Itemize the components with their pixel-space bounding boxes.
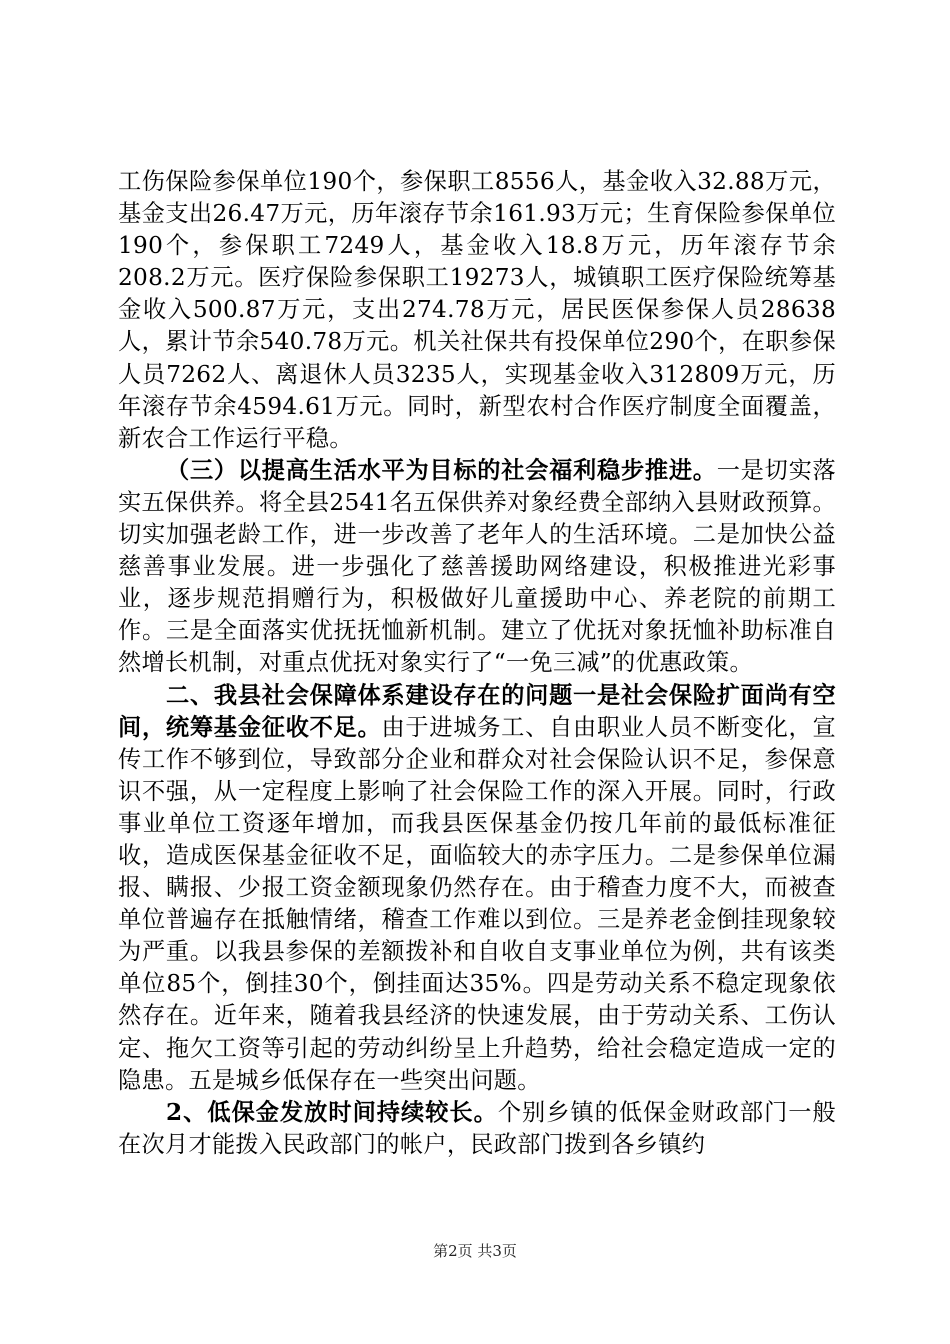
paragraph-existing-problems (118, 680, 836, 1097)
paragraph-insurance-statistics (118, 166, 836, 455)
paragraph-text: 由于进城务工、自由职业人员不断变化，宣传工作不够到位，导致部分企业和群众对社会保险认识不足，参保意识不强，从一定程度上影响了社会保险工作的深入开展。同时，行政事业单位工资逐年增加，而我县医保基金仍按几年前的最低标准征收，造成医保基金征收不足，面临较大的赤字压力。二是参保单位漏报、瞒报、少报工资金额现象仍然存在。由于稽查力度不大，而被查单位普遍存在抵触情绪，稽查工作难以到位。三是养老金倒挂现象较为严重。以我县参保的差额拨补和自收自支事业单位为例，共有该类单位85个，倒挂30个，倒挂面达35%。四是劳动关系不稳定现象依然存在。近年来，随着我县经济的快速发展，由于劳动关系、工伤认定、拖欠工资等引起的劳动纠纷呈上升趋势，给社会稳定造成一定的隐患。五是城乡低保存在一些突出问题。 (118, 713, 836, 1094)
paragraph-heading: 2、低保金发放时间持续较长。 (166, 1098, 498, 1126)
paragraph-text: 个别乡镇的低保金财政部门一般在次月才能拨入民政部门的帐户，民政部门拨到各乡镇约 (118, 1098, 836, 1158)
paragraph-text: 工伤保险参保单位190个，参保职工8556人，基金收入32.88万元，基金支出26.47万元，历年滚存节余161.93万元；生育保险参保单位190个，参保职工7249人，基金收入18.8万元，历年滚存节余208.2万元。医疗保险参保职工19273人，城镇职工医疗保险统筹基金收入500.87万元，支出274.78万元，居民医保参保人员28638人，累计节余540.78万元。机关社保共有投保单位290个，在职参保人员7262人、离退休人员3235人，实现基金收入312809万元，历年滚存节余4594.61万元。同时，新型农村合作医疗制度全面覆盖，新农合工作运行平稳。 (118, 168, 836, 452)
document-body (118, 166, 836, 1161)
paragraph-subsistence-allowance (118, 1097, 836, 1161)
paragraph-text: 一是切实落实五保供养。将全县2541名五保供养对象经费全部纳入县财政预算。切实加强老龄工作，进一步改善了老年人的生活环境。二是加快公益慈善事业发展。进一步强化了慈善援助网络建设，积极推进光彩事业，逐步规范捐赠行为，积极做好儿童援助中心、养老院的前期工作。三是全面落实优抚抚恤新机制。建立了优抚对象抚恤补助标准自然增长机制，对重点优抚对象实行了“一免三减”的优惠政策。 (118, 456, 837, 677)
paragraph-social-welfare (118, 455, 836, 680)
page-number-footer: 第2页 共3页 (433, 1242, 517, 1260)
section-heading: 二、我县社会保障体系建设存在的问题一是社会保险扩面尚有空间，统筹基金征收不足。 (118, 681, 836, 741)
paragraph-heading: （三）以提高生活水平为目标的社会福利稳步推进。 (166, 456, 717, 484)
